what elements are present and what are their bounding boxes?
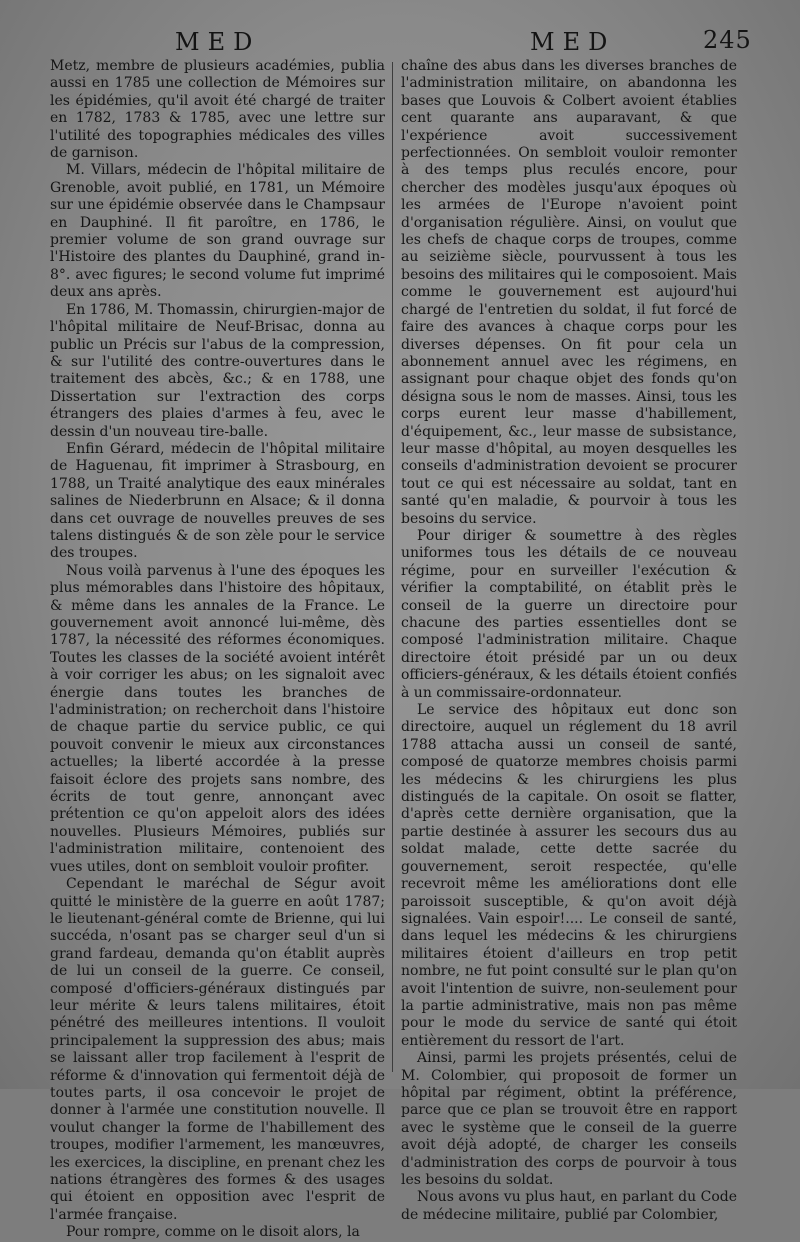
page-number: 245 — [703, 26, 752, 54]
paragraph: Pour diriger & soumettre à des règles uniformes tous les détails de ce nouveau régime, pour en surveiller l'exécution & vérifier la comptabilité, on établit près le conseil de la guerre un directoire pour chacune des parties essentielles dont se composé l'administration militaire. Chaque directoire étoit présidé par un ou deux officiers-généraux, & les détails étoient confiés à un commissaire-ordonnateur. — [401, 527, 737, 701]
paragraph: Le service des hôpitaux eut donc son directoire, auquel un réglement du 18 avril 1788 attacha aussi un conseil de santé, composé de quatorze membres choisis parmi les médecins & les chirurgiens les plus distingués de la capitale. On osoit se flatter, d'après cette dernière organisation, que la partie destinée à assurer les secours dus au soldat malade, cette dette sacrée du gouvernement, seroit respectée, qu'elle recevroit même les améliorations dont elle paroissoit susceptible, & qu'on avoit déjà signalées. Vain espoir!.... Le conseil de santé, dans lequel les médecins & les chirurgiens militaires étoient d'ailleurs en trop petit nombre, ne fut point consulté sur le plan qu'on avoit l'intention de suivre, non-seulement pour la partie administrative, mais non pas même pour le mode du service de santé qui étoit entièrement du ressort de l'art. — [401, 702, 737, 1049]
left-column — [50, 58, 385, 1241]
paragraph: En 1786, M. Thomassin, chirurgien-major de l'hôpital militaire de Neuf-Brisac, donna au public un Précis sur l'abus de la compression, & sur l'utilité des contre-ouvertures dans le traitement des abcès, &c.; & en 1788, une Dissertation sur l'extraction des corps étrangers des plaies d'armes à feu, avec le dessin d'un nouveau tire-balle. — [50, 301, 385, 440]
running-header — [0, 22, 800, 56]
paragraph: Ainsi, parmi les projets présentés, celui de M. Colombier, qui proposoit de former un hôpital par régiment, obtint la préférence, parce que ce plan se trouvoit être en rapport avec le système que le conseil de la guerre avoit déjà adopté, de charger les conseils d'administration des corps de pourvoir à tous les besoins du soldat. — [401, 1050, 737, 1188]
paragraph: Cependant le maréchal de Ségur avoit quitté le ministère de la guerre en août 1787; le lieutenant-général comte de Brienne, qui lui succéda, n'osant pas se charger seul d'un si grand fardeau, demanda qu'on établit auprès de lui un conseil de la guerre. Ce conseil, composé d'officiers-généraux distingués par leur mérite & leurs talens militaires, étoit pénétré des meilleures intentions. Il vouloit principalement la suppression des abus; mais se laissant aller trop facilement à l'esprit de réforme & d'innovation qui fermentoit déjà de toutes parts, il osa concevoir le projet de donner à l'armée une constitution nouvelle. Il voulut changer la forme de l'habillement des troupes, modifier l'armement, les manœuvres, les exercices, la discipline, en prenant chez les nations étrangères des formes & des usages qui étoient en opposition avec l'esprit de l'armée française. — [50, 876, 385, 1223]
right-column — [401, 58, 737, 1223]
paragraph: Metz, membre de plusieurs académies, publia aussi en 1785 une collection de Mémoires sur les épidémies, qu'il avoit été chargé de traiter en 1782, 1783 & 1785, avec une lettre sur l'utilité des topographies médicales des villes de garnison. — [50, 58, 385, 162]
header-right-word: MED — [530, 28, 616, 56]
column-divider — [392, 62, 393, 1072]
paragraph: Enfin Gérard, médecin de l'hôpital militaire de Haguenau, fit imprimer à Strasbourg, en 1788, un Traité analytique des eaux minérales salines de Niederbrunn en Alsace; & il donna dans cet ouvrage de nouvelles preuves de ses talens distingués & de son zèle pour le service des troupes. — [50, 440, 385, 562]
paragraph: Nous voilà parvenus à l'une des époques les plus mémorables dans l'histoire des hôpitaux, & même dans les annales de la France. Le gouvernement avoit annoncé lui-même, dès 1787, la nécessité des réformes économiques. Toutes les classes de la société avoient intérêt à voir corriger les abus; on les signaloit avec énergie dans toutes les branches de l'administration; on recherchoit dans l'histoire de chaque partie du service public, ce qui pouvoit convenir le mieux aux circonstances actuelles; la liberté accordée à la presse faisoit éclore des projets sans nombre, des écrits de tout genre, annonçant avec prétention ce qu'on appeloit alors des idées nouvelles. Plusieurs Mémoires, publiés sur l'administration militaire, contenoient des vues utiles, dont on sembloit vouloir profiter. — [50, 562, 385, 875]
header-left-word: MED — [175, 28, 261, 56]
paragraph: Nous avons vu plus haut, en parlant du Code de médecine militaire, publié par Colombier, — [401, 1189, 737, 1223]
paragraph: M. Villars, médecin de l'hôpital militaire de Grenoble, avoit publié, en 1781, un Mémoire sur une épidémie observée dans le Champsaur en Dauphiné. Il fit paroître, en 1786, le premier volume de son grand ouvrage sur l'Histoire des plantes du Dauphiné, grand in-8°. avec figures; le second volume fut imprimé deux ans après. — [50, 162, 385, 301]
paragraph: chaîne des abus dans les diverses branches de l'administration militaire, on abandonna les bases que Louvois & Colbert avoient établies cent quarante ans auparavant, & que l'expérience avoit successivement perfectionnées. On sembloit vouloir remonter à des temps plus reculés encore, pour chercher des modèles jusqu'aux époques où les armées de l'Europe n'avoient point d'organisation régulière. Ainsi, on voulut que les chefs de chaque corps de troupes, comme au seizième siècle, pourvussent à tous les besoins des militaires qui le composoient. Mais comme le gouvernement est aujourd'hui chargé de l'entretien du soldat, il fut forcé de faire des avances à chaque corps pour les diverses dépenses. On fit pour cela un abonnement annuel avec les régimens, en assignant pour chaque objet des fonds qu'on désigna sous le nom de masses. Ainsi, tous les corps eurent leur masse d'habillement, d'équipement, &c., leur masse de subsistance, leur masse d'hôpital, au moyen desquelles les conseils d'administration devoient se procurer tout ce qui est nécessaire au soldat, tant en santé qu'en maladie, & pourvoir à tous les besoins du service. — [401, 58, 737, 527]
paragraph: Pour rompre, comme on le disoit alors, la — [66, 1224, 360, 1241]
